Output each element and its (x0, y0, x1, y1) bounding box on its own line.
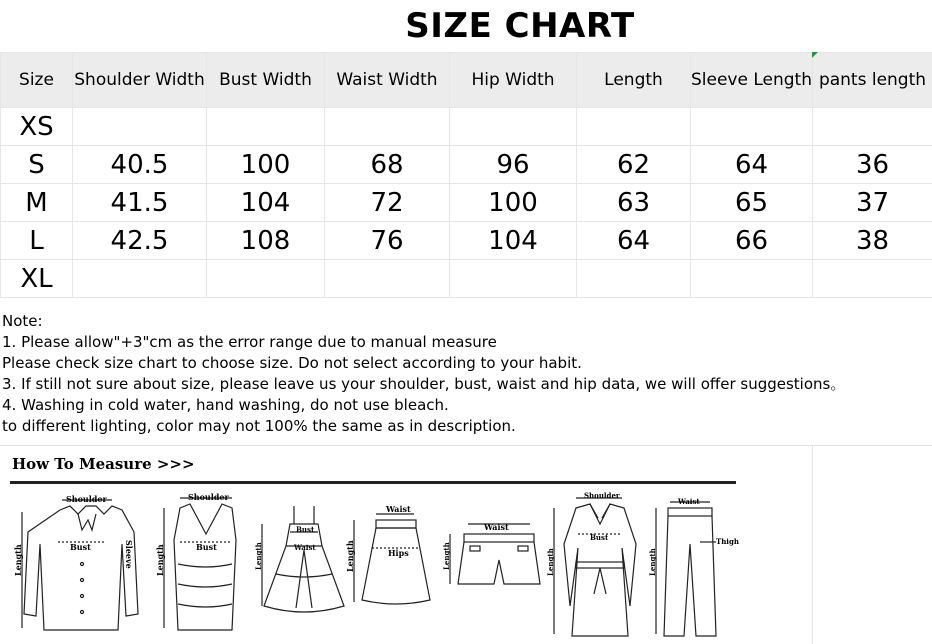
table-cell: L (1, 222, 73, 260)
label-length: Length (155, 544, 165, 576)
table-cell: S (1, 146, 73, 184)
tank-top-illustration (155, 492, 236, 630)
table-cell (325, 260, 450, 298)
table-cell: 40.5 (73, 146, 207, 184)
table-cell: 62 (577, 146, 691, 184)
label-shoulder: Shoulder (584, 491, 620, 500)
label-waist: Waist (484, 522, 509, 532)
label-length: Length (345, 540, 355, 572)
column-divider (812, 446, 813, 644)
label-shoulder: Shoulder (188, 492, 229, 502)
notes-block (2, 311, 930, 437)
table-cell: 65 (691, 184, 813, 222)
table-cell: M (1, 184, 73, 222)
table-cell (73, 108, 207, 146)
label-length: Length (13, 544, 23, 576)
table-cell: 64 (577, 222, 691, 260)
table-row (1, 108, 932, 146)
label-hips: Hips (388, 548, 409, 558)
header-hip-width: Hip Width (450, 53, 577, 108)
table-cell: 96 (450, 146, 577, 184)
table-cell (813, 260, 932, 298)
table-cell: 64 (691, 146, 813, 184)
table-row (1, 146, 932, 184)
blouse-illustration (13, 494, 138, 630)
cell-corner-marker (812, 52, 818, 58)
size-chart-table (0, 52, 932, 298)
table-cell (207, 260, 325, 298)
coat-illustration (546, 491, 636, 636)
label-waist: Waist (678, 497, 700, 506)
table-cell: 108 (207, 222, 325, 260)
note-line: 3. If still not sure about size, please leave us your shoulder, bust, waist and hip data, we will offer suggestions。 (2, 375, 846, 393)
table-cell: 36 (813, 146, 932, 184)
label-waist: Waist (294, 543, 316, 552)
table-cell (450, 260, 577, 298)
measurement-illustrations (0, 484, 812, 644)
header-size: Size (1, 53, 73, 108)
table-cell (577, 260, 691, 298)
shorts-illustration (442, 522, 540, 584)
note-line: 1. Please allow"+3"cm as the error range due to manual measure (2, 333, 497, 351)
table-cell: 100 (207, 146, 325, 184)
label-bust: Bust (296, 525, 315, 534)
table-row (1, 222, 932, 260)
header-length: Length (577, 53, 691, 108)
section-divider (0, 445, 932, 446)
table-cell: 72 (325, 184, 450, 222)
table-cell: 41.5 (73, 184, 207, 222)
table-row (1, 184, 932, 222)
table-cell (691, 108, 813, 146)
table-cell: 68 (325, 146, 450, 184)
header-pants-length: pants length (813, 53, 932, 108)
page-title: SIZE CHART (405, 6, 635, 46)
table-cell: 104 (450, 222, 577, 260)
table-cell: 100 (450, 184, 577, 222)
table-cell (325, 108, 450, 146)
label-sleeve: Sleeve (124, 540, 134, 569)
table-cell: 37 (813, 184, 932, 222)
note-line: to different lighting, color may not 100% the same as in description. (2, 417, 516, 435)
table-header-row (1, 53, 932, 108)
pants-illustration (648, 497, 739, 636)
label-bust: Bust (590, 533, 609, 542)
note-line: Please check size chart to choose size. Do not select according to your habit. (2, 354, 582, 372)
label-length: Length (442, 542, 451, 570)
label-length: Length (648, 548, 657, 576)
table-cell: 66 (691, 222, 813, 260)
table-cell (691, 260, 813, 298)
table-cell (450, 108, 577, 146)
header-bust-width: Bust Width (207, 53, 325, 108)
label-length: Length (254, 542, 263, 570)
table-cell: XL (1, 260, 73, 298)
label-shoulder: Shoulder (66, 494, 107, 504)
note-line: 4. Washing in cold water, hand washing, do not use bleach. (2, 396, 449, 414)
table-cell: 38 (813, 222, 932, 260)
header-sleeve-length: Sleeve Length (691, 53, 813, 108)
note-heading: Note: (2, 312, 43, 330)
table-cell: 63 (577, 184, 691, 222)
table-cell (813, 108, 932, 146)
table-row (1, 260, 932, 298)
table-cell (73, 260, 207, 298)
label-bust: Bust (70, 542, 91, 552)
label-thigh: Thigh (716, 537, 739, 546)
table-cell: XS (1, 108, 73, 146)
table-cell: 42.5 (73, 222, 207, 260)
label-waist: Waist (386, 504, 411, 514)
label-bust: Bust (196, 542, 217, 552)
how-to-measure-title: How To Measure >>> (12, 455, 195, 473)
label-length: Length (546, 548, 555, 576)
dress-illustration (254, 506, 344, 612)
table-cell: 76 (325, 222, 450, 260)
table-cell: 104 (207, 184, 325, 222)
header-shoulder-width: Shoulder Width (73, 53, 207, 108)
table-cell (207, 108, 325, 146)
table-cell (577, 108, 691, 146)
header-waist-width: Waist Width (325, 53, 450, 108)
skirt-illustration (345, 504, 430, 604)
